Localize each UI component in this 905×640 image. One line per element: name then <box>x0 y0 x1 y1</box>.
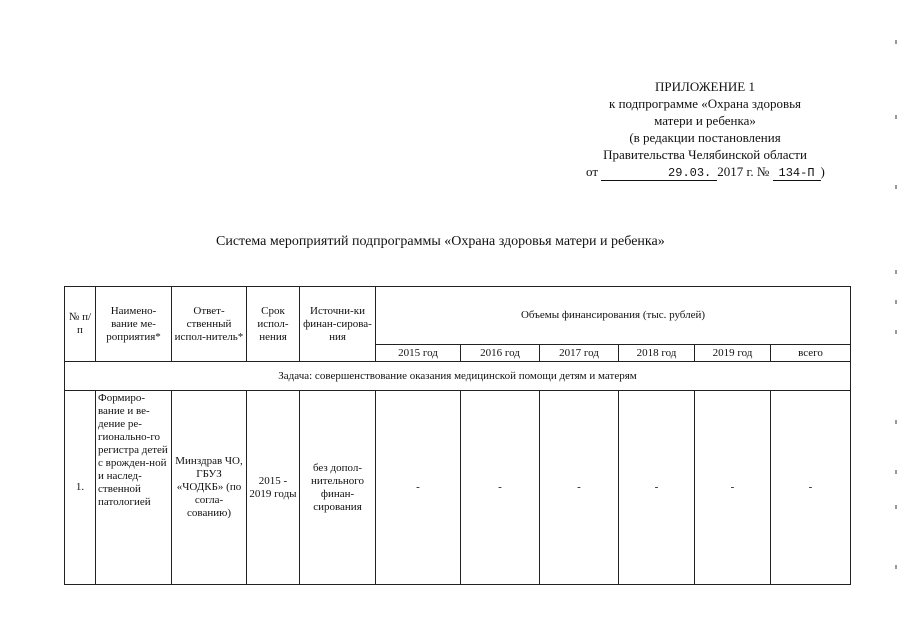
header-year-2016: 2016 год <box>461 345 540 362</box>
row-value-2016: - <box>461 391 540 585</box>
row-value-total: - <box>771 391 851 585</box>
task-row <box>65 362 851 391</box>
header-name: Наимено-вание ме-роприятия* <box>96 287 172 362</box>
from-label: от <box>586 164 599 179</box>
task-cell: Задача: совершенствование оказания медицинской помощи детям и матерям <box>65 362 851 391</box>
row-name: Формиро-вание и ве-дение ре-гионально-го регистра детей с врожден-ной и наслед-ственной патологией <box>96 391 172 585</box>
row-term: 2015 - 2019 годы <box>247 391 300 585</box>
header-num: № п/п <box>65 287 96 362</box>
header-row-1 <box>65 287 851 345</box>
appendix-heading: ПРИЛОЖЕНИЕ 1 <box>655 79 755 94</box>
row-value-2017: - <box>540 391 619 585</box>
header-volumes: Объемы финансирования (тыс. рублей) <box>376 287 851 345</box>
appendix-block <box>560 78 850 181</box>
appendix-date-line <box>560 163 850 181</box>
number-field: 134-П <box>773 166 821 181</box>
appendix-line-1: к подпрограмме «Охрана здоровья <box>609 96 801 111</box>
header-executor: Ответ-ственный испол-нитель* <box>172 287 247 362</box>
table-row <box>65 391 851 585</box>
header-term: Срок испол-нения <box>247 287 300 362</box>
appendix-line-4: Правительства Челябинской области <box>603 147 807 162</box>
row-value-2018: - <box>619 391 695 585</box>
appendix-line-3: (в редакции постановления <box>629 130 781 145</box>
header-total: всего <box>771 345 851 362</box>
header-year-2015: 2015 год <box>376 345 461 362</box>
number-label: № <box>756 164 770 179</box>
row-value-2015: - <box>376 391 461 585</box>
closing-paren: ) <box>820 164 825 179</box>
header-year-2017: 2017 год <box>540 345 619 362</box>
measures-table <box>64 286 851 585</box>
row-source: без допол-нительного финан-сирования <box>300 391 376 585</box>
row-executor: Минздрав ЧО, ГБУЗ «ЧОДКБ» (по согла-сованию) <box>172 391 247 585</box>
header-source: Источни-ки финан-сирова-ния <box>300 287 376 362</box>
appendix-line-2: матери и ребенка» <box>654 113 756 128</box>
header-year-2019: 2019 год <box>695 345 771 362</box>
header-year-2018: 2018 год <box>619 345 695 362</box>
row-num: 1. <box>65 391 96 585</box>
year-text: 2017 г. <box>717 164 754 179</box>
date-field: 29.03. <box>601 166 717 181</box>
row-value-2019: - <box>695 391 771 585</box>
document-title: Система мероприятий подпрограммы «Охрана здоровья матери и ребенка» <box>216 234 665 249</box>
